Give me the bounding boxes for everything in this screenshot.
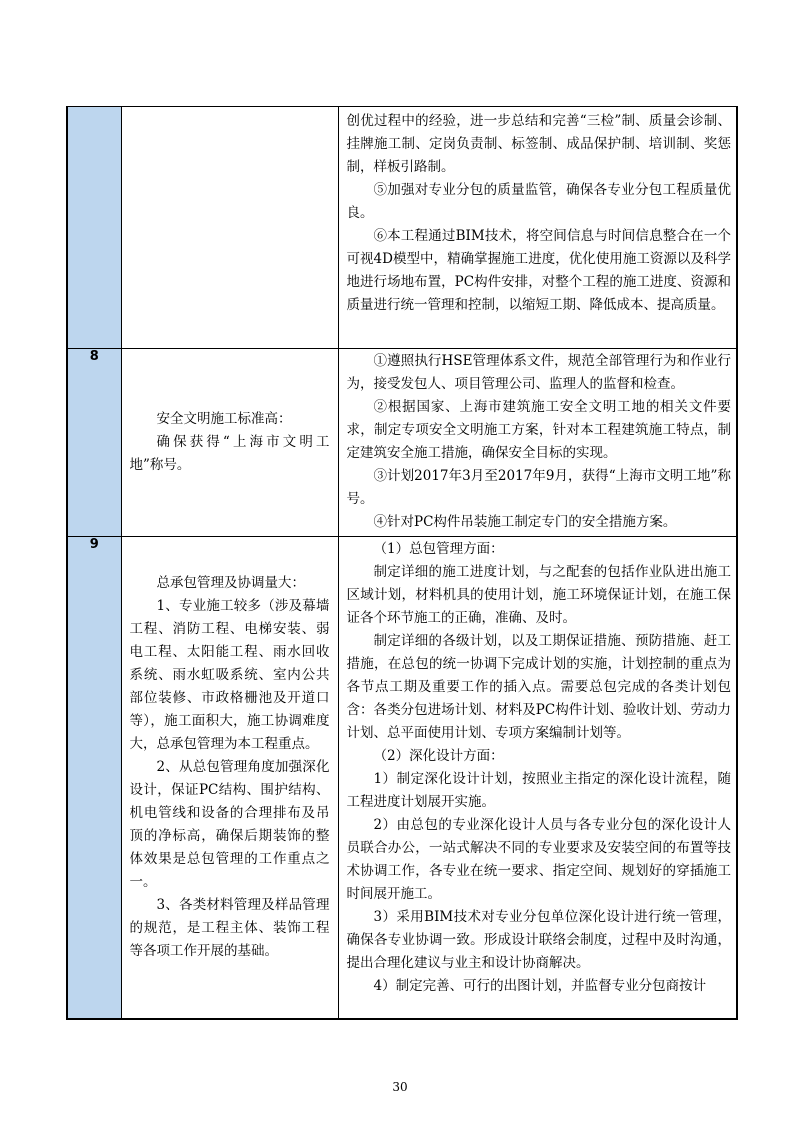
key-point-paragraph: 3、各类材料管理及样品管理的规范，是工程主体、装饰工程等各项工作开展的基础。 xyxy=(129,897,330,959)
table-row xyxy=(67,349,737,537)
measure-paragraph: （2）深化设计方面： xyxy=(373,748,504,764)
measures-cell xyxy=(338,349,737,537)
key-point-paragraph: 总承包管理及协调量大： xyxy=(156,575,305,591)
key-point-cell xyxy=(121,107,338,349)
measure-paragraph: 2）由总包的专业深化设计人员与各专业分包的深化设计人员联合办公，一站式解决不同的专业要求及安装空间的布置等技术协调工作，各专业在统一要求、指定空间、规划好的穿插施工时间展开施工。 xyxy=(346,817,731,902)
page-number: 30 xyxy=(392,1080,408,1094)
measures-cell xyxy=(338,107,737,349)
measure-paragraph: （1）总包管理方面： xyxy=(373,541,504,557)
row-number-cell xyxy=(67,107,121,349)
key-point-paragraph: 2、从总包管理角度加强深化设计，保证PC结构、围护结构、机电管线和设备的合理排布及吊顶的净标高，确保后期装饰的整体效果是总包管理的工作重点之一。 xyxy=(129,759,330,890)
measure-paragraph: 制定详细的施工进度计划，与之配套的包括作业队进出施工区域计划，材料机具的使用计划，施工环境保证计划，在施工保证各个环节施工的正确，准确、及时。 xyxy=(346,564,731,626)
measure-paragraph: 1）制定深化设计计划，按照业主指定的深化设计流程，随工程进度计划展开实施。 xyxy=(346,771,731,810)
measure-paragraph: 创优过程中的经验，进一步总结和完善“三检”制、质量会诊制、挂牌施工制、定岗负责制、标签制、成品保护制、培训制、奖惩制，样板引路制。 xyxy=(346,113,731,175)
key-point-cell xyxy=(121,537,338,1019)
key-point-paragraph: 1、专业施工较多（涉及幕墙工程、消防工程、电梯安装、弱电工程、太阳能工程、雨水回收系统、雨水虹吸系统、室内公共部位装修、市政格栅池及开道口等），施工面积大，施工协调难度大，总承包管理为本工程重点。 xyxy=(129,598,330,752)
measure-paragraph: ②根据国家、上海市建筑施工安全文明工地的相关文件要求，制定专项安全文明施工方案，针对本工程建筑施工特点，制定建筑安全施工措施，确保安全目标的实现。 xyxy=(346,399,731,461)
table-row xyxy=(67,537,737,1019)
measures-table xyxy=(66,106,738,1020)
measure-paragraph: 制定详细的各级计划，以及工期保证措施、预防措施、赶工措施，在总包的统一协调下完成计划的实施，计划控制的重点为各节点工期及重要工作的插入点。需要总包完成的各类计划包含：各类分包进场计划、材料及PC构件计划、验收计划、劳动力计划、总平面使用计划、专项方案编制计划等。 xyxy=(346,633,731,741)
measure-paragraph: ⑥本工程通过BIM技术，将空间信息与时间信息整合在一个可视4D模型中，精确掌握施工进度，优化使用施工资源以及科学地进行场地布置，PC构件安排，对整个工程的施工进度、资源和质量进行统一管理和控制，以缩短工期、降低成本、提高质量。 xyxy=(346,228,731,313)
row-number: 8 xyxy=(89,349,99,364)
measure-paragraph: ⑤加强对专业分包的质量监管，确保各专业分包工程质量优良。 xyxy=(346,182,731,221)
table-row xyxy=(67,107,737,349)
key-point-cell xyxy=(121,349,338,537)
row-number-cell xyxy=(67,537,121,1019)
key-point-paragraph: 安全文明施工标准高： xyxy=(156,411,292,427)
row-number-cell xyxy=(67,349,121,537)
measure-paragraph: ③计划2017年3月至2017年9月，获得“上海市文明工地”称号。 xyxy=(346,468,731,507)
measures-cell xyxy=(338,537,737,1019)
row-number: 9 xyxy=(89,537,99,552)
measure-paragraph: ④针对PC构件吊装施工制定专门的安全措施方案。 xyxy=(373,514,677,530)
measure-paragraph: 4）制定完善、可行的出图计划，并监督专业分包商按计 xyxy=(373,978,707,994)
key-point-paragraph: 确保获得“上海市文明工地”称号。 xyxy=(129,434,330,473)
measure-paragraph: 3）采用BIM技术对专业分包单位深化设计进行统一管理，确保各专业协调一致。形成设计联络会制度，过程中及时沟通，提出合理化建议与业主和设计协商解决。 xyxy=(346,909,731,971)
measure-paragraph: ①遵照执行HSE管理体系文件，规范全部管理行为和作业行为，接受发包人、项目管理公司、监理人的监督和检查。 xyxy=(346,353,731,392)
